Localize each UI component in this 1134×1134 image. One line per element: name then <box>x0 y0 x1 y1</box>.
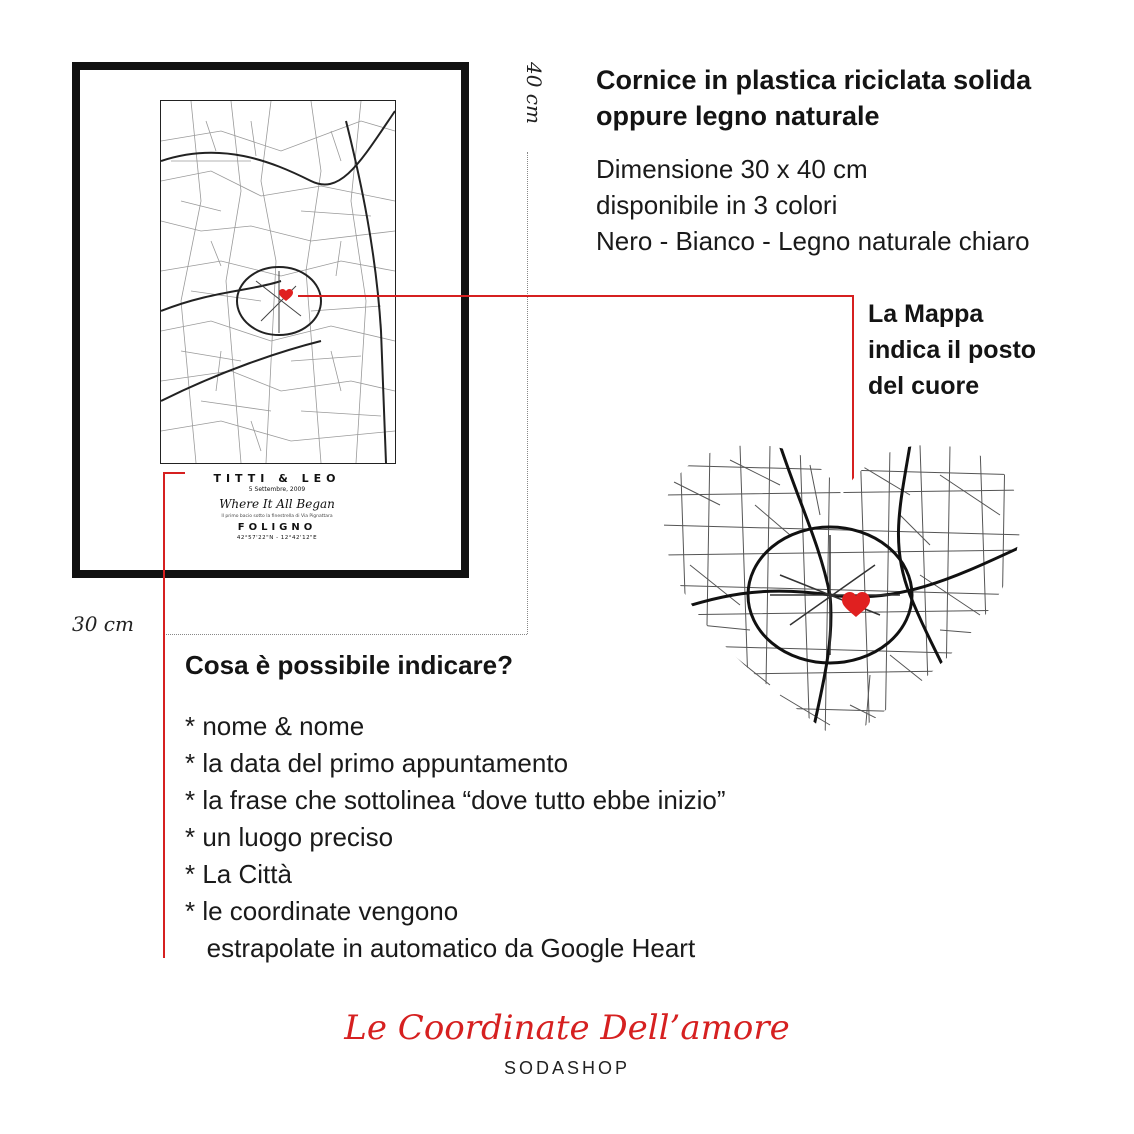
brand-name: SODASHOP <box>503 1058 631 1078</box>
list-item: * la data del primo appuntamento <box>185 748 569 778</box>
options-list <box>185 708 885 967</box>
poster-date: 5 Settembre, 2009 <box>248 486 306 493</box>
connector-line-horizontal <box>298 295 854 297</box>
poster-caption <box>140 470 414 541</box>
poster-quote: Where It All Began <box>219 497 335 511</box>
spec-color-options: Nero - Bianco - Legno naturale chiaro <box>596 226 1030 256</box>
spec-title-line: oppure legno naturale <box>596 101 880 131</box>
height-dimension-line <box>527 152 528 634</box>
poster-city: FOLIGNO <box>237 522 317 533</box>
brand-script-logo: Le Coordinate Dell’amore <box>344 1008 790 1048</box>
heart-shaped-map <box>660 445 1025 745</box>
frame-spec-details <box>596 151 1116 259</box>
map-note-line: indica il posto <box>868 336 1037 364</box>
poster-frame <box>72 62 469 578</box>
list-item: * un luogo preciso <box>185 822 394 852</box>
caption-connector-vertical <box>163 472 165 958</box>
list-item: * nome & nome <box>185 711 365 741</box>
spec-size-line: Dimensione 30 x 40 cm <box>596 154 868 184</box>
caption-connector-tick <box>163 472 185 474</box>
width-dimension-line <box>163 634 527 635</box>
height-label: 40 cm <box>522 62 546 124</box>
city-map-drawing <box>161 101 395 463</box>
list-item: * le coordinate vengono <box>185 896 459 926</box>
map-note-line: La Mappa <box>868 300 984 328</box>
map-note-line: del cuore <box>868 372 980 400</box>
options-title: Cosa è possibile indicare? <box>185 650 513 680</box>
poster-city-map <box>160 100 396 464</box>
list-item: * La Città <box>185 859 292 889</box>
poster-place-note: Il primo bacio sotto la finestrella di Via Pignattara <box>221 514 333 519</box>
poster-coordinates: 42°57'22"N - 12°42'12"E <box>236 535 318 541</box>
map-note <box>868 296 1108 404</box>
poster-mat <box>80 70 461 570</box>
heart-marker-icon <box>279 289 293 302</box>
list-item: estrapolate in automatico da Google Heart <box>185 933 696 963</box>
list-item: * la frase che sottolinea “dove tutto ebbe inizio” <box>185 785 726 815</box>
width-label: 30 cm <box>72 612 134 636</box>
frame-spec-title <box>596 62 1116 134</box>
spec-colors-line: disponibile in 3 colori <box>596 190 838 220</box>
spec-title-line: Cornice in plastica riciclata solida <box>596 65 1032 95</box>
poster-names: TITTI & LEO <box>213 472 341 485</box>
